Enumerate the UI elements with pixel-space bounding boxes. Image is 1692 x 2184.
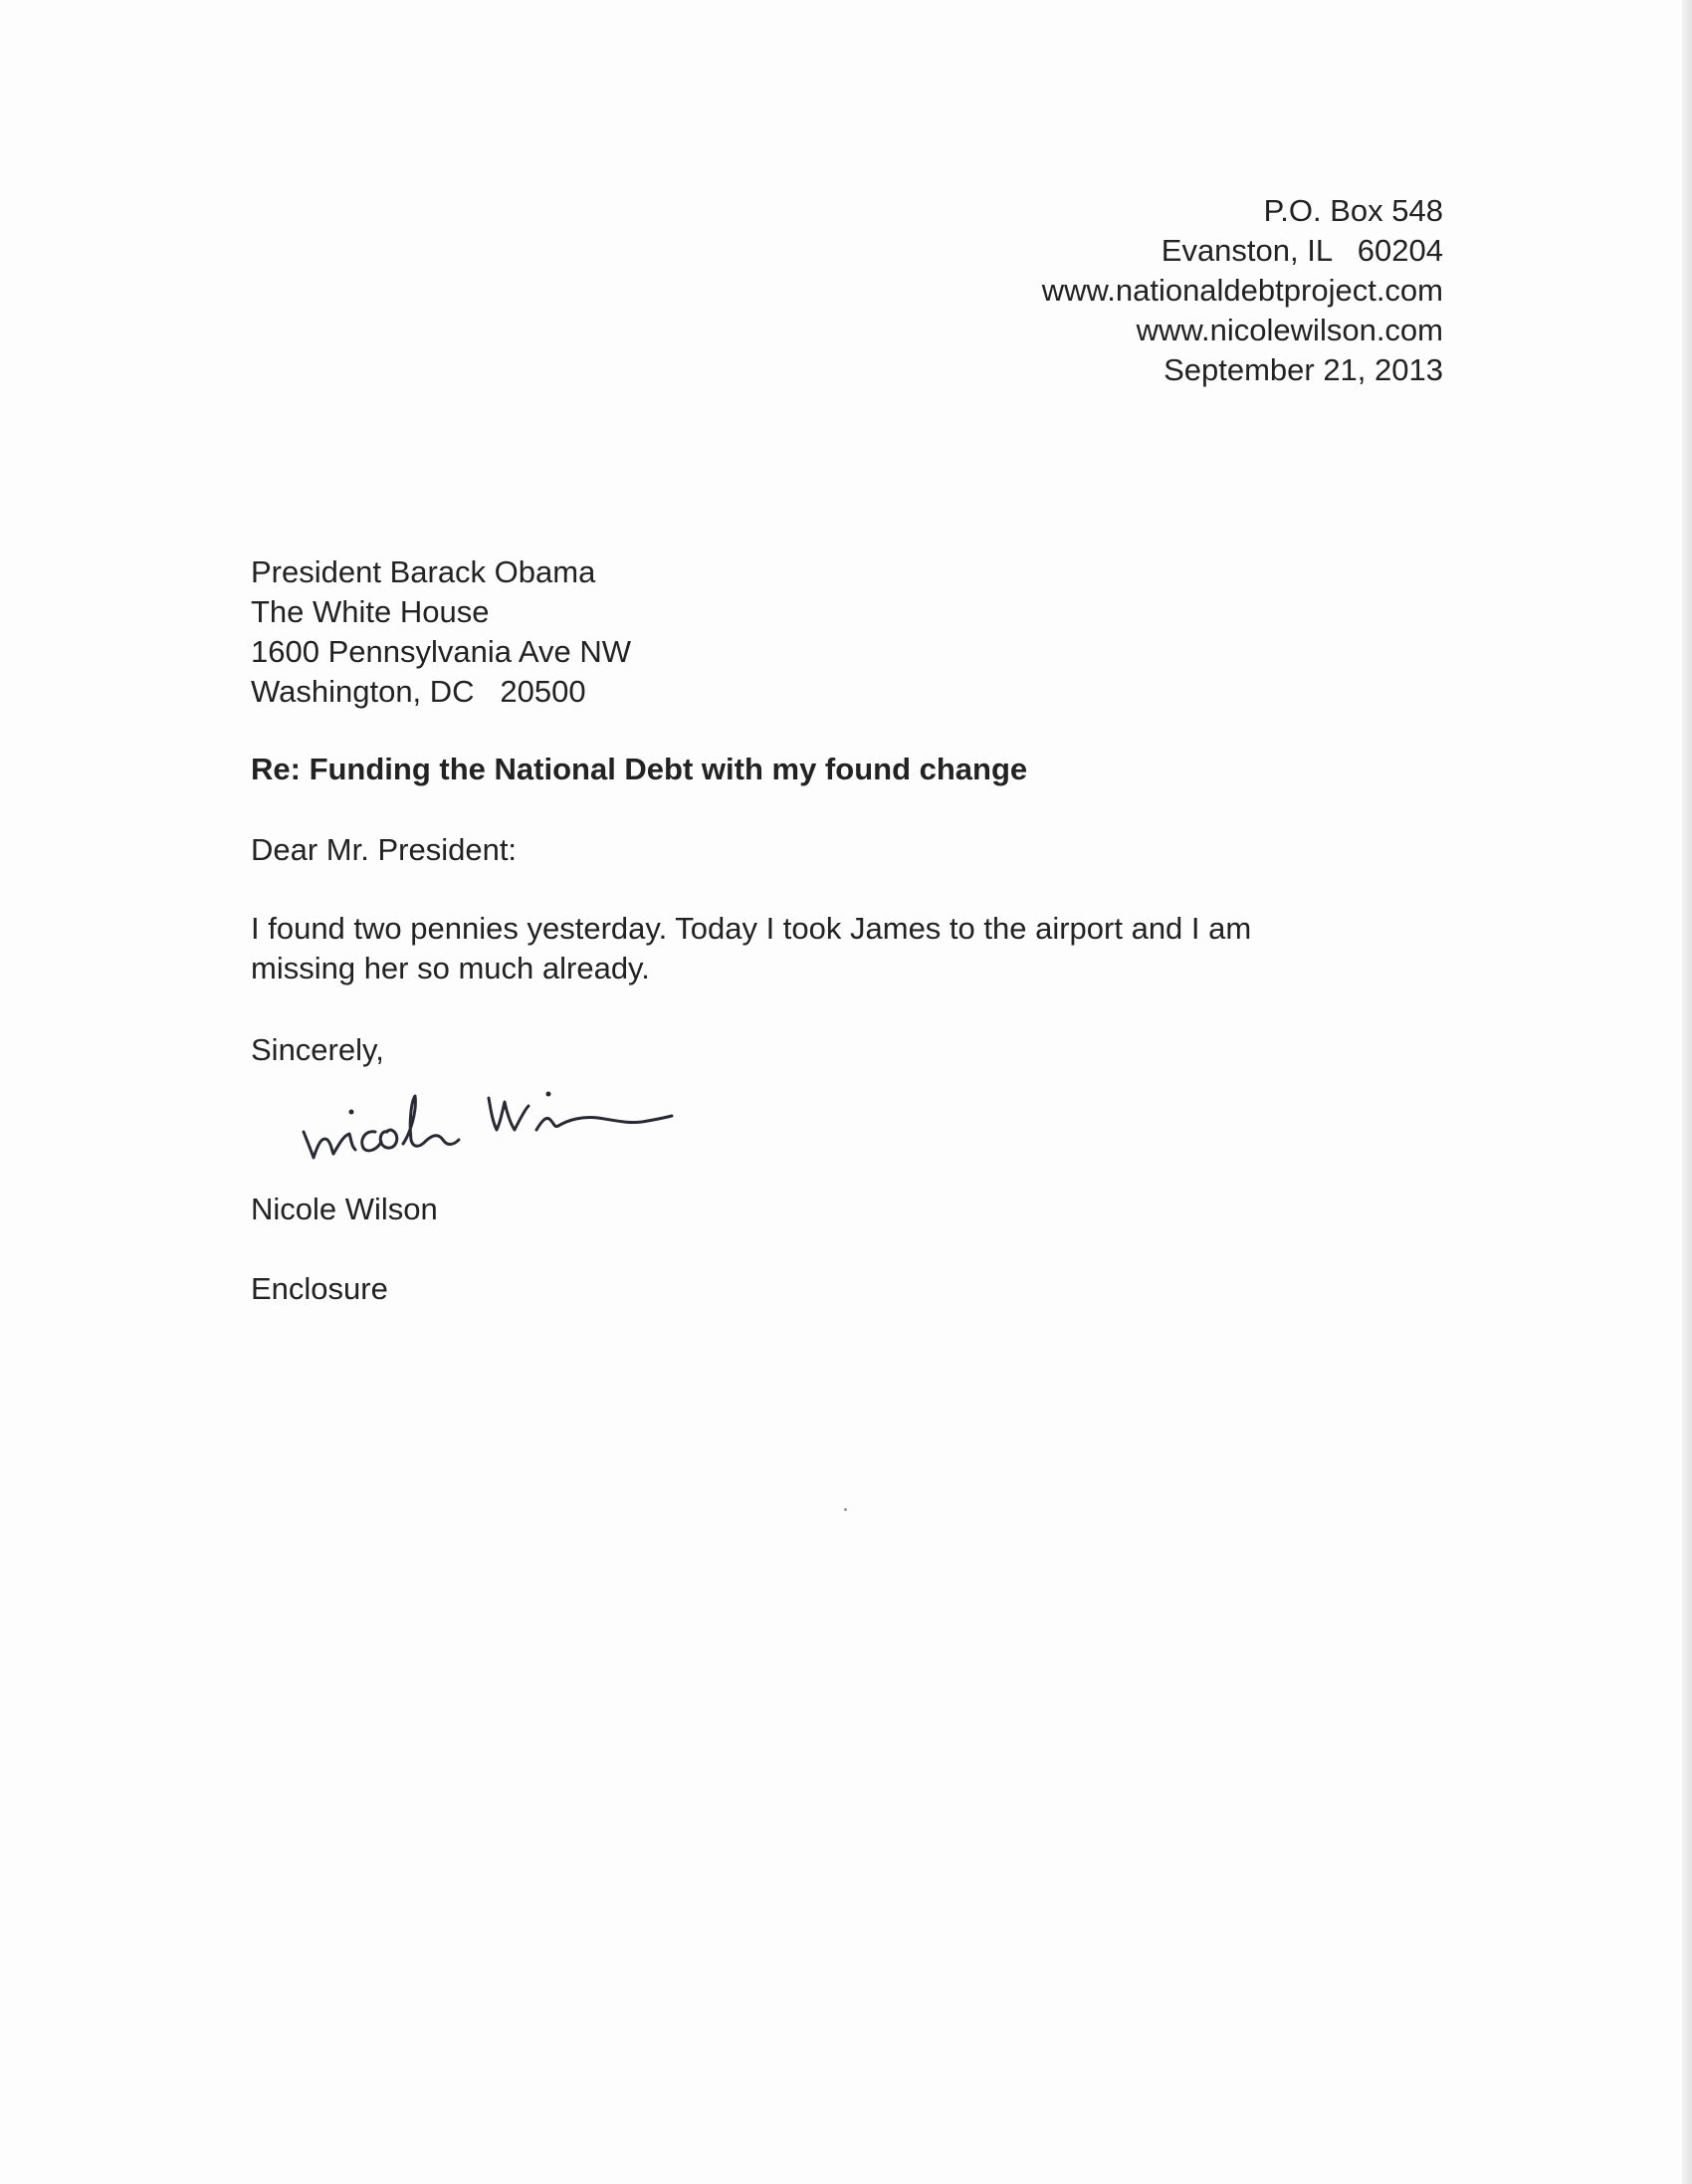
subject-line: Re: Funding the National Debt with my found change <box>251 752 1028 786</box>
recipient-city-line: Washington, DC 20500 <box>251 674 586 709</box>
signer-name: Nicole Wilson <box>251 1192 438 1226</box>
recipient-organization: The White House <box>251 594 490 629</box>
website-link-2[interactable]: www.nicolewilson.com <box>1136 313 1443 347</box>
website-link-1[interactable]: www.nationaldebtproject.com <box>1041 273 1443 308</box>
po-box: P.O. Box 548 <box>1263 193 1443 228</box>
enclosure-notation: Enclosure <box>251 1271 388 1306</box>
recipient-street: 1600 Pennsylvania Ave NW <box>251 634 631 669</box>
recipient-name: President Barack Obama <box>251 554 596 589</box>
handwritten-signature <box>294 1070 682 1180</box>
letter-body <box>251 909 1375 988</box>
sender-city-line: Evanston, IL 60204 <box>1161 233 1443 268</box>
salutation: Dear Mr. President: <box>251 832 518 867</box>
complimentary-close: Sincerely, <box>251 1032 384 1067</box>
inside-address <box>251 552 631 712</box>
return-address <box>1042 191 1443 390</box>
paper-speck <box>844 1508 847 1511</box>
page-edge-shadow <box>1682 0 1692 2184</box>
letter-date: September 21, 2013 <box>1163 352 1443 387</box>
body-line: I found two pennies yesterday. Today I took James to the airport and I am <box>251 911 1252 946</box>
body-line: missing her so much already. <box>251 951 650 985</box>
